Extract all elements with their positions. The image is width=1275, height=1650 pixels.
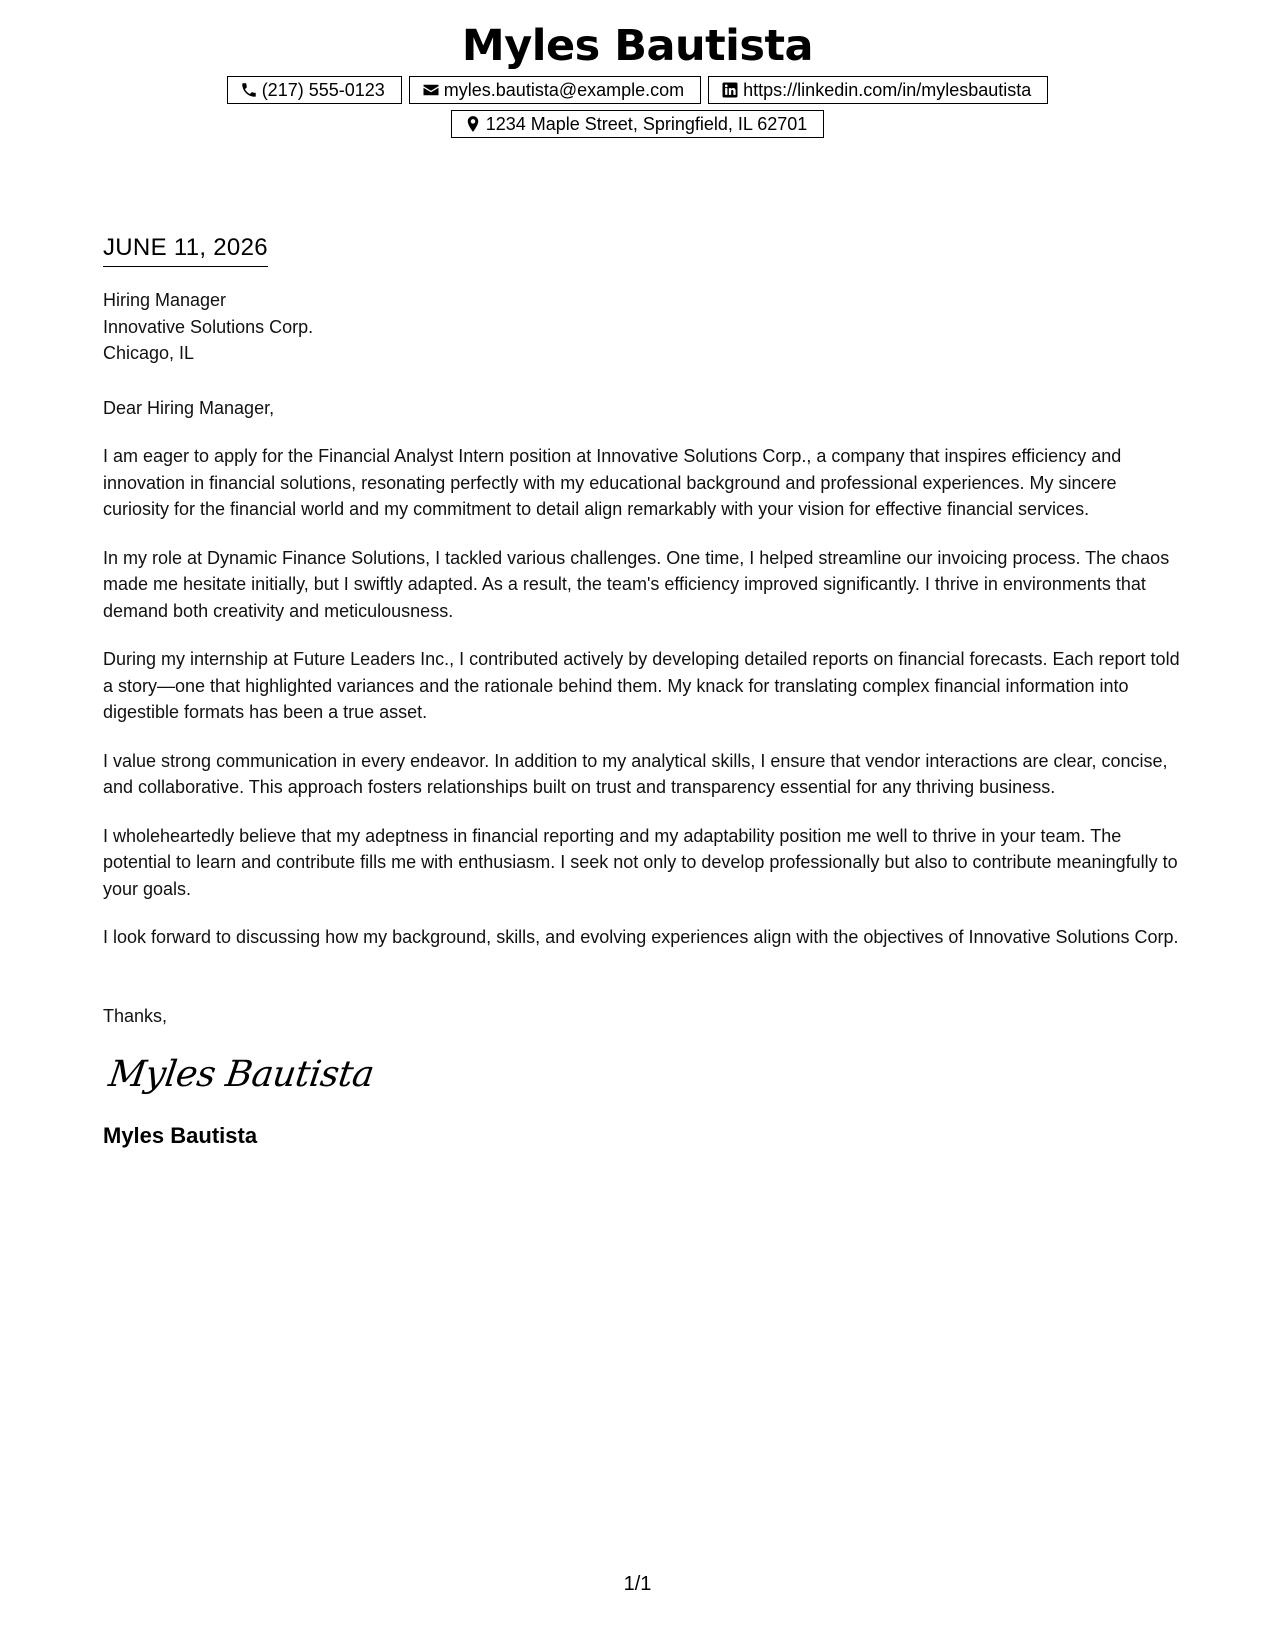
salutation: Dear Hiring Manager, <box>103 397 275 418</box>
contact-row-secondary <box>0 110 1275 138</box>
contact-row-primary <box>0 76 1275 104</box>
recipient-title: Hiring Manager <box>103 290 227 310</box>
paragraph: I look forward to discussing how my background, skills, and evolving experiences align with the objectives of Innovative Solutions Corp. <box>103 927 1179 947</box>
closing: Thanks, <box>103 1005 168 1026</box>
linkedin-chip[interactable] <box>708 76 1048 104</box>
email-text: myles.bautista@example.com <box>443 79 685 100</box>
phone-chip[interactable] <box>227 76 402 104</box>
email-chip[interactable] <box>409 76 701 104</box>
paragraph: During my internship at Future Leaders Inc., I contributed actively by developing detailed reports on financial forecasts. Each report told a story—one that highlighted variances and the rationale behind them. My knack for translating complex financial information into digestible formats has been a true asset. <box>103 649 1180 722</box>
paragraph: I am eager to apply for the Financial Analyst Intern position at Innovative Solutions Corp., a company that inspires efficiency and innovation in financial solutions, resonating perfectly with my educational background and professional experiences. My sincere curiosity for the financial world and my commitment to detail align remarkably with your vision for effective financial services. <box>103 446 1122 519</box>
linkedin-text: https://linkedin.com/in/mylesbautista <box>743 79 1032 100</box>
page-indicator: 1/1 <box>623 1573 652 1595</box>
map-pin-icon <box>464 115 482 133</box>
applicant-name: Myles Bautista <box>461 21 814 71</box>
letter-date: JUNE 11, 2026 <box>103 232 268 267</box>
envelope-icon <box>422 81 440 99</box>
phone-text: (217) 555-0123 <box>261 79 385 100</box>
address-chip[interactable] <box>451 110 825 138</box>
recipient-company: Innovative Solutions Corp. <box>103 316 314 337</box>
recipient-location: Chicago, IL <box>103 343 195 363</box>
signer-name: Myles Bautista <box>103 1123 258 1148</box>
paragraph: I value strong communication in every endeavor. In addition to my analytical skills, I ensure that vendor interactions are clear, concise, and collaborative. This approach fosters relationships built on trust and transparency essential for any thriving business. <box>103 750 1168 797</box>
address-text: 1234 Maple Street, Springfield, IL 62701 <box>485 113 808 134</box>
letter-header <box>0 18 1275 138</box>
phone-icon <box>240 81 258 99</box>
paragraph: In my role at Dynamic Finance Solutions, I tackled various challenges. One time, I helped streamline our invoicing process. The chaos made me hesitate initially, but I swiftly adapted. As a result, the team's efficiency improved significantly. I thrive in environments that demand both creativity and meticulousness. <box>103 547 1170 621</box>
letter-body <box>103 232 1183 1151</box>
paragraph: I wholeheartedly believe that my adeptness in financial reporting and my adaptability position me well to thrive in your team. The potential to learn and contribute fills me with enthusiasm. I seek not only to develop professionally but also to contribute meaningfully to your goals. <box>103 825 1178 899</box>
recipient-block <box>103 287 1183 367</box>
linkedin-icon <box>721 81 739 99</box>
handwritten-signature: Myles Bautista <box>106 1054 377 1095</box>
